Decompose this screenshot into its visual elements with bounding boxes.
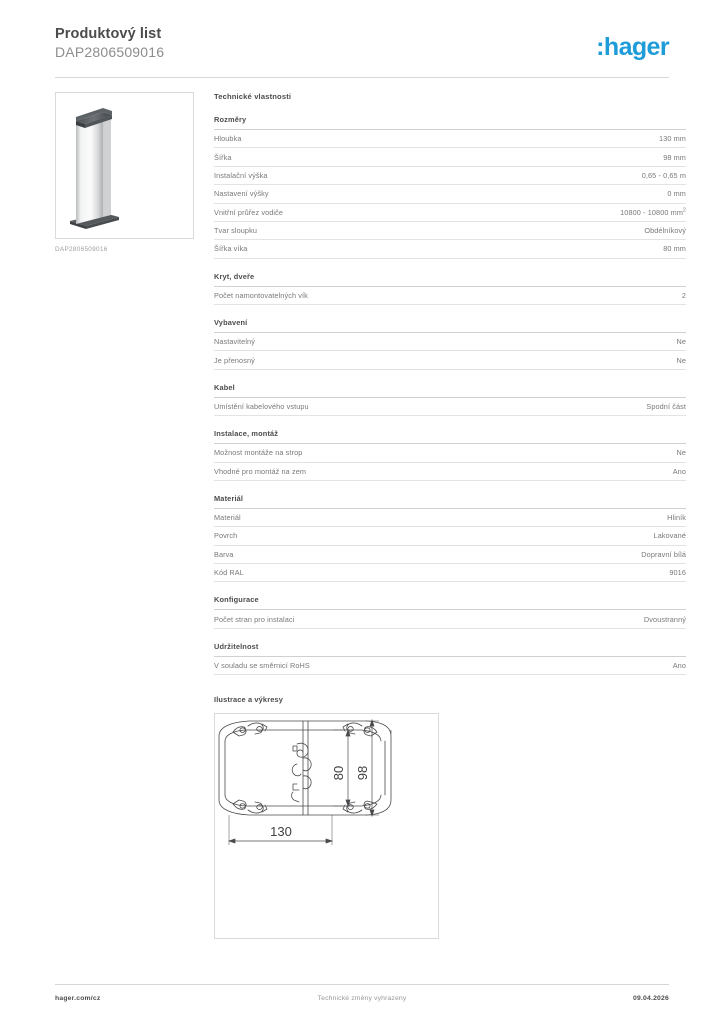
spec-section: [214, 642, 686, 675]
spec-section-title: Udržitelnost: [214, 642, 686, 657]
spec-row: [214, 204, 686, 222]
dim-label-98: 98: [355, 765, 370, 781]
spec-row-value: 80 mm: [663, 244, 686, 254]
footer-divider: [55, 984, 669, 985]
spec-row: [214, 148, 686, 166]
drawing-frame: [214, 713, 439, 939]
dim-label-80: 80: [331, 765, 346, 781]
spec-section: [214, 595, 686, 628]
spec-section: [214, 272, 686, 305]
spec-section-title: Materiál: [214, 494, 686, 509]
spec-row: [214, 222, 686, 240]
spec-row-value: Ne: [676, 337, 686, 347]
spec-row-label: Vnitřní průřez vodiče: [214, 207, 284, 217]
technical-properties-heading: Technické vlastnosti: [214, 92, 292, 101]
spec-row-label: Povrch: [214, 531, 238, 541]
spec-row: [214, 333, 686, 351]
spec-section: [214, 115, 686, 259]
spec-row-value: Ano: [672, 660, 686, 670]
spec-row: [214, 463, 686, 481]
spec-row-label: Tvar sloupku: [214, 226, 257, 236]
product-image-frame: [55, 92, 194, 239]
spec-row-value: 0,65 - 0,65 m: [641, 170, 686, 180]
spec-row-value: Dvoustranný: [643, 614, 686, 624]
product-image-caption: DAP2806509016: [55, 246, 108, 253]
spec-row-label: Instalační výška: [214, 170, 268, 180]
spec-row-value: Ne: [676, 355, 686, 365]
spec-section-title: Rozměry: [214, 115, 686, 130]
spec-section-title: Instalace, montáž: [214, 429, 686, 444]
spec-row-value: Ne: [676, 448, 686, 458]
profile-cross-section-drawing: [215, 714, 438, 938]
spec-row: [214, 509, 686, 527]
spec-row: [214, 185, 686, 203]
logo-text: hager: [603, 33, 669, 61]
drawings-section: [214, 695, 686, 939]
spec-row: [214, 610, 686, 628]
drawings-heading: Ilustrace a výkresy: [214, 695, 284, 705]
spec-section: [214, 494, 686, 583]
spec-section-title: Vybavení: [214, 318, 686, 333]
spec-row: [214, 444, 686, 462]
spec-row-label: Materiál: [214, 513, 241, 523]
spec-row-value: Spodní část: [646, 401, 686, 411]
page-title: Produktový list: [55, 26, 162, 42]
header-titles: [55, 26, 164, 61]
spec-row-label: Je přenosný: [214, 355, 255, 365]
spec-row-label: Nastavení výšky: [214, 189, 269, 199]
spec-row: [214, 657, 686, 675]
spec-row-value: 10800 - 10800 $mm^2$: [620, 207, 686, 217]
spec-row-label: Vhodné pro montáž na zem: [214, 466, 307, 476]
specifications-column: [214, 92, 686, 939]
spec-row: [214, 564, 686, 582]
spec-section-title: Kabel: [214, 383, 686, 398]
hager-logo: :hager: [596, 33, 669, 61]
spec-row-value: Dopravní bílá: [641, 549, 686, 559]
header-divider: [55, 77, 669, 78]
spec-row-value: Hliník: [667, 513, 686, 523]
spec-row: [214, 546, 686, 564]
spec-row-label: Počet stran pro instalaci: [214, 614, 295, 624]
spec-section: [214, 429, 686, 481]
spec-section-title: Konfigurace: [214, 595, 686, 610]
spec-row-label: Počet namontovatelných vík: [214, 290, 308, 300]
spec-row: [214, 167, 686, 185]
spec-row: [214, 351, 686, 369]
spec-row-value: Obdélníkový: [644, 226, 686, 236]
spec-row-label: Možnost montáže na strop: [214, 448, 303, 458]
spec-row: [214, 130, 686, 148]
spec-row-label: Kód RAL: [214, 568, 244, 578]
spec-row: [214, 287, 686, 305]
spec-sections: [214, 115, 686, 675]
spec-row-value: Ano: [672, 466, 686, 476]
page-footer: [55, 995, 669, 1009]
dim-label-130: 130: [270, 824, 292, 840]
spec-row-value: 0 mm: [667, 189, 686, 199]
spec-section-title: Kryt, dveře: [214, 272, 686, 287]
page-header: [55, 26, 669, 72]
footer-website[interactable]: hager.com/cz: [55, 995, 101, 1002]
spec-row-value: Lakované: [653, 531, 686, 541]
spec-row-value: 98 mm: [663, 152, 686, 162]
product-column-photo: [56, 93, 193, 238]
spec-row-value: 2: [681, 290, 686, 300]
spec-row: [214, 398, 686, 416]
spec-row-label: V souladu se směrnicí RoHS: [214, 660, 310, 670]
footer-date: 09.04.2026: [632, 995, 669, 1002]
product-image-panel: [55, 92, 194, 253]
spec-section: [214, 318, 686, 370]
spec-row-label: Barva: [214, 549, 234, 559]
spec-section: [214, 383, 686, 416]
spec-row-label: Šířka: [214, 152, 232, 162]
spec-row-value: 9016: [669, 568, 686, 578]
spec-row-label: Nastavitelný: [214, 337, 255, 347]
spec-row: [214, 527, 686, 545]
spec-row-label: Umístění kabelového vstupu: [214, 401, 309, 411]
spec-row-value: 130 mm: [659, 134, 686, 144]
spec-row: [214, 240, 686, 258]
spec-row-label: Šířka víka: [214, 244, 248, 254]
footer-disclaimer: Technické změny vyhrazeny: [317, 995, 407, 1002]
product-reference: DAP2806509016: [55, 44, 165, 60]
spec-row-label: Hloubka: [214, 134, 242, 144]
